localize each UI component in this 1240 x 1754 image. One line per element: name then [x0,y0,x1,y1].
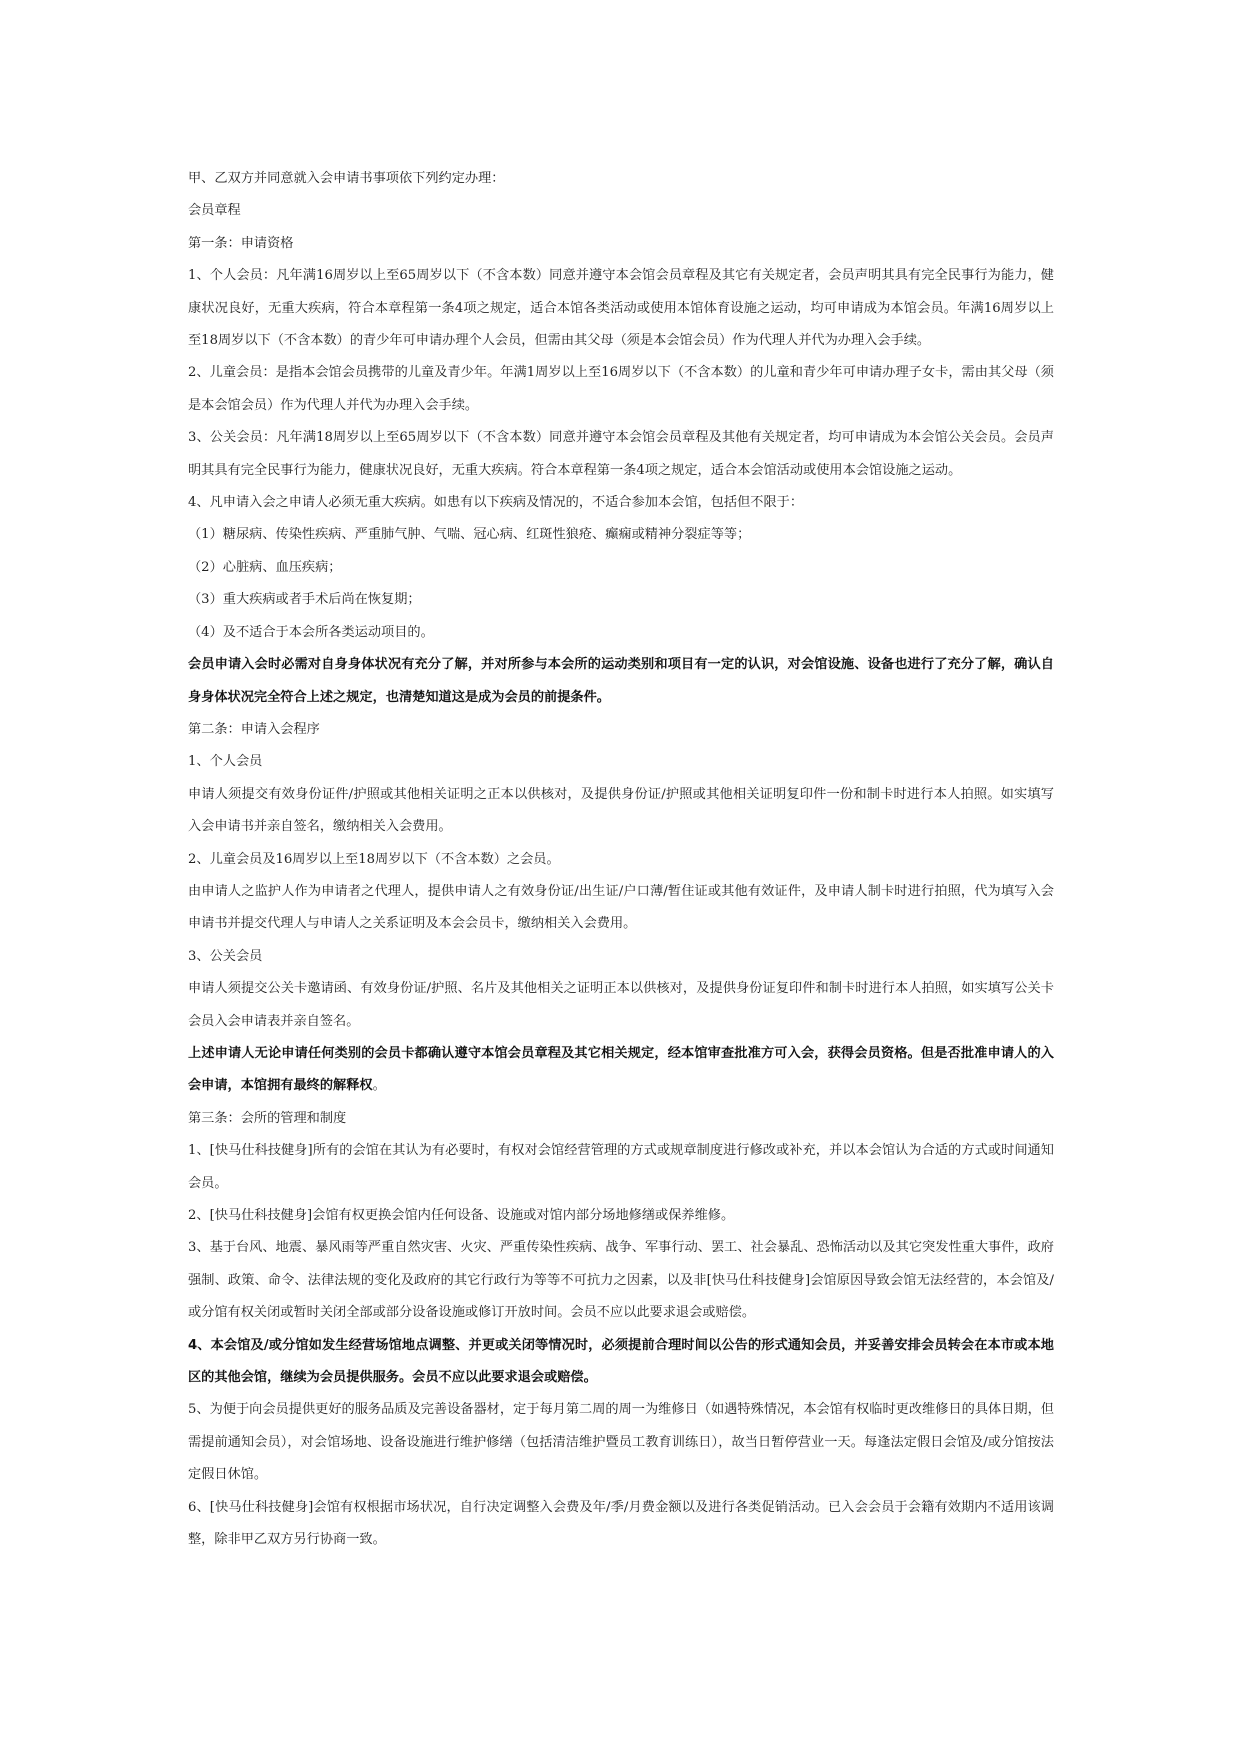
article-2-item-2-title: 2、儿童会员及16周岁以上至18周岁以下（不含本数）之会员。 [188,851,560,867]
approval-notice-period: 。 [372,1078,386,1094]
article-1-item-3: 3、公关会员：凡年满18周岁以上至65周岁以下（不含本数）同意并遵守本会馆会员章程及其他有关规定者，均可申请成为本会馆公关会员。会员声明其具有完全民事行为能力，健康状况良好，无重大疾病。符合本章程第一条4项之规定，适合本会馆活动或使用本会馆设施之运动。 [188,430,1054,478]
section-title-member-charter: 会员章程 [188,203,241,219]
article-3-heading: 第三条：会所的管理和制度 [188,1110,347,1126]
disease-list-item-4: （4）及不适合于本会所各类运动项目的。 [188,624,434,640]
article-1-item-4: 4、凡申请入会之申请人必须无重大疾病。如患有以下疾病及情况的，不适合参加本会馆，包括但不限于： [188,495,804,511]
article-2-item-3-title: 3、公关会员 [188,948,263,964]
approval-notice-paragraph [188,1038,1054,1103]
disease-list-item-3: （3）重大疾病或者手术后尚在恢复期； [188,592,421,608]
article-3-item-4: 4、本会馆及/或分馆如发生经营场馆地点调整、并更或关闭等情况时，必须提前合理时间以公告的形式通知会员，并妥善安排会员转会在本市或本地区的其他会馆，继续为会员提供服务。会员不应以此要求退会或赔偿。 [188,1337,1054,1386]
article-2-item-2-body: 由申请人之监护人作为申请者之代理人，提供申请人之有效身份证/出生证/户口薄/暂住证或其他有效证件，及申请人制卡时进行拍照，代为填写入会申请书并提交代理人与申请人之关系证明及本会会员卡，缴纳相关入会费用。 [188,883,1054,932]
article-3-item-2: 2、[快马仕科技健身]会馆有权更换会馆内任何设备、设施或对馆内部分场地修缮或保养维修。 [188,1208,735,1223]
article-3-item-3: 3、基于台风、地震、暴风雨等严重自然灾害、火灾、严重传染性疾病、战争、军事行动、罢工、社会暴乱、恐怖活动以及其它突发性重大事件，政府强制、政策、命令、法律法规的变化及政府的其它行政行为等等不可抗力之因素，以及非[快马仕科技健身]会馆原因导致会馆无法经营的，本会馆及/或分馆有权关闭或暂时关闭全部或部分设备设施或修订开放时间。会员不应以此要求退会或赔偿。 [188,1240,1054,1321]
article-1-item-2: 2、儿童会员：是指本会馆会员携带的儿童及青少年。年满1周岁以上至16周岁以下（不含本数）的儿童和青少年可申请办理子女卡，需由其父母（须是本会馆会员）作为代理人并代为办理入会手续。 [188,365,1054,413]
disease-list-item-2: （2）心脏病、血压疾病； [188,559,342,575]
article-1-heading: 第一条：申请资格 [188,235,294,251]
article-2-item-1-body: 申请人须提交有效身份证件/护照或其他相关证明之正本以供核对，及提供身份证/护照或其他相关证明复印件一份和制卡时进行本人拍照。如实填写入会申请书并亲自签名，缴纳相关入会费用。 [188,786,1054,835]
article-3-item-1: 1、[快马仕科技健身]所有的会馆在其认为有必要时，有权对会馆经营管理的方式或规章制度进行修改或补充，并以本会馆认为合适的方式或时间通知会员。 [188,1143,1054,1191]
article-3-item-5: 5、为便于向会员提供更好的服务品质及完善设备器材，定于每月第二周的周一为维修日（如遇特殊情况，本会馆有权临时更改维修日的具体日期，但需提前通知会员），对会馆场地、设备设施进行维护修缮（包括清洁维护暨员工教育训练日），故当日暂停营业一天。每逢法定假日会馆及/或分馆按法定假日休馆。 [188,1402,1054,1483]
article-3-item-6: 6、[快马仕科技健身]会馆有权根据市场状况，自行决定调整入会费及年/季/月费金额以及进行各类促销活动。已入会会员于会籍有效期内不适用该调整，除非甲乙双方另行协商一致。 [188,1499,1054,1548]
article-2-item-3-body: 申请人须提交公关卡邀请函、有效身份证/护照、名片及其他相关之证明正本以供核对，及提供身份证复印件和制卡时进行本人拍照，如实填写公关卡会员入会申请表并亲自签名。 [188,981,1054,1029]
article-2-item-1-title: 1、个人会员 [188,754,263,770]
approval-notice-bold: 上述申请人无论申请任何类别的会员卡都确认遵守本馆会员章程及其它相关规定，经本馆审查批准方可入会，获得会员资格。但是否批准申请人的入会申请，本馆拥有最终的解释权 [188,1045,1054,1094]
article-1-item-1: 1、个人会员：凡年满16周岁以上至65周岁以下（不含本数）同意并遵守本会馆会员章程及其它有关规定者，会员声明其具有完全民事行为能力，健康状况良好，无重大疾病，符合本章程第一条4项之规定，适合本馆各类活动或使用本馆体育设施之运动，均可申请成为本馆会员。年满16周岁以上至18周岁以下（不含本数）的青少年可申请办理个人会员，但需由其父母（须是本会馆会员）作为代理人并代为办理入会手续。 [188,268,1054,349]
article-2-heading: 第二条：申请入会程序 [188,721,320,737]
health-declaration-notice: 会员申请入会时必需对自身身体状况有充分了解，并对所参与本会所的运动类别和项目有一定的认识，对会馆设施、设备也进行了充分了解，确认自身身体状况完全符合上述之规定，也清楚知道这是成为会员的前提条件。 [188,657,1054,705]
intro-paragraph: 甲、乙双方并同意就入会申请书事项依下列约定办理： [188,171,505,186]
disease-list-item-1: （1）糖尿病、传染性疾病、严重肺气肿、气喘、冠心病、红斑性狼疮、癫痫或精神分裂症等等； [188,527,751,543]
